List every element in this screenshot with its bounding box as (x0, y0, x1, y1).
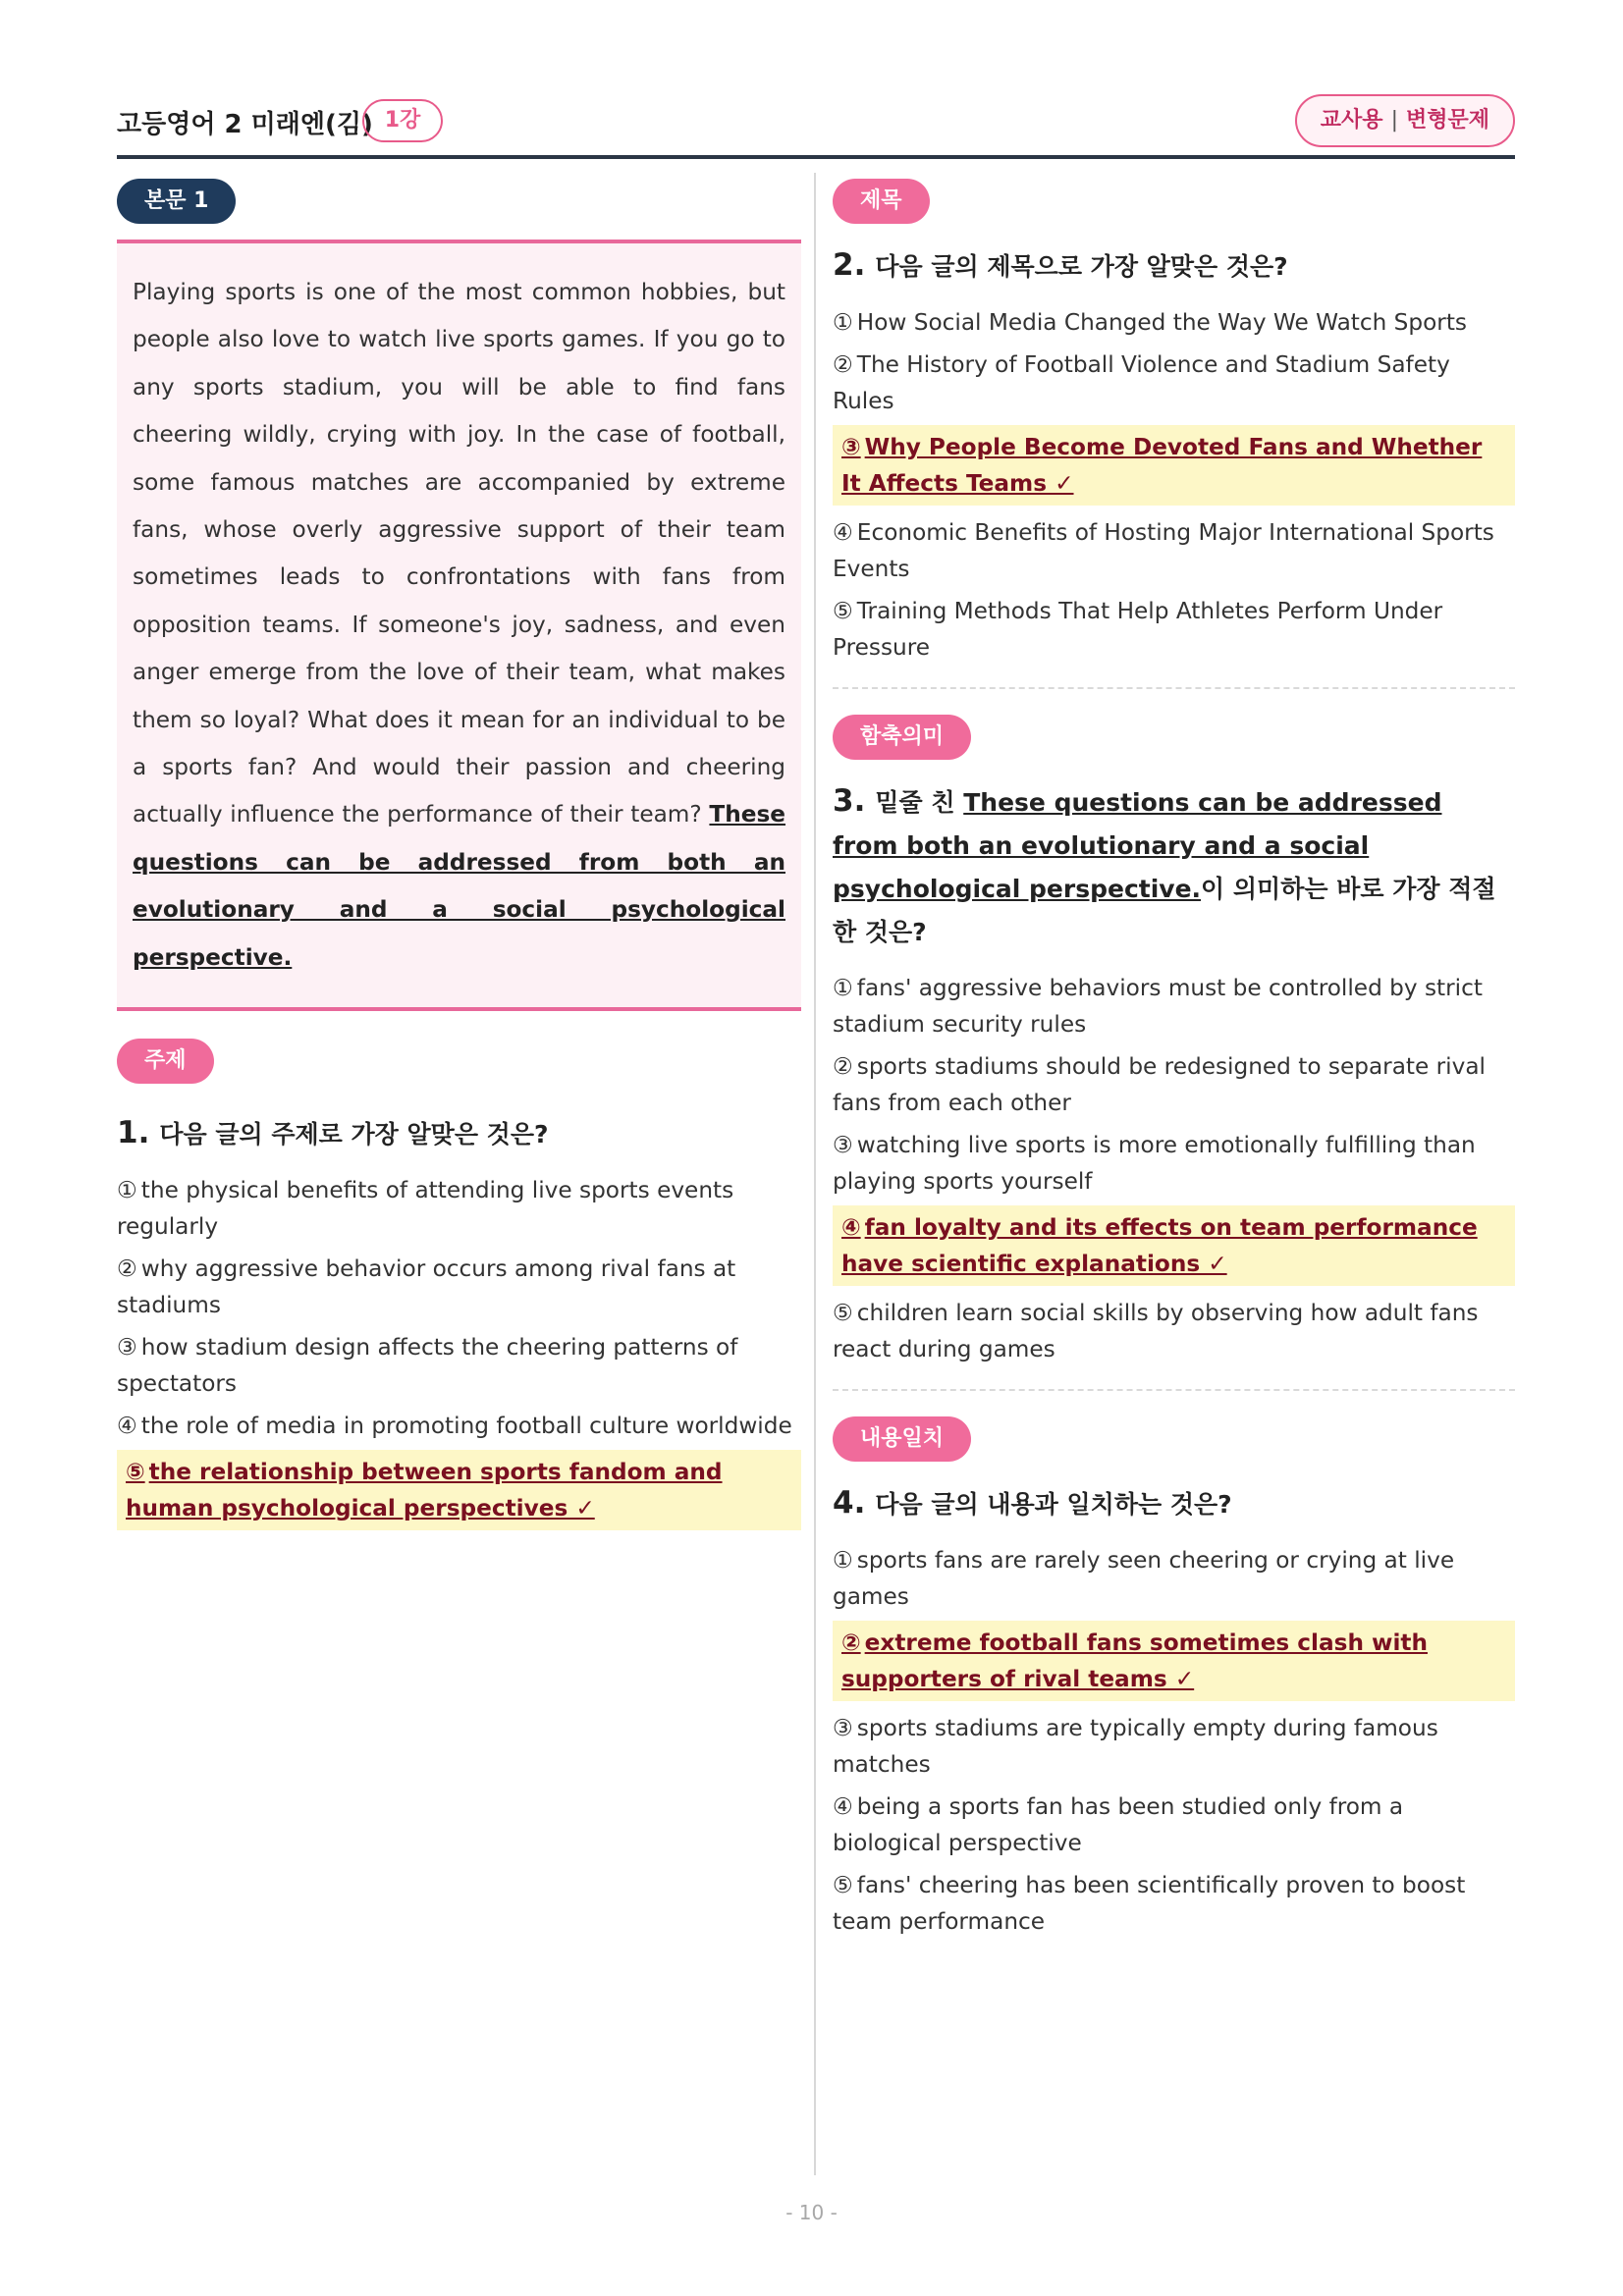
option-text: sports fans are rarely seen cheering or crying at live games (833, 1547, 1455, 1610)
option-text: how stadium design affects the cheering patterns of spectators (117, 1334, 738, 1398)
question-title (833, 1481, 1515, 1526)
question-2 (833, 179, 1515, 666)
option-marker: ⑤ (126, 1459, 145, 1486)
option-item (833, 1048, 1515, 1121)
option-marker: ② (841, 1629, 861, 1656)
question-3 (833, 715, 1515, 1367)
option-text: fan loyalty and its effects on team performance have scientific explanations ✓ (841, 1214, 1478, 1277)
option-text: watching live sports is more emotionally fulfilling than playing sports yourself (833, 1132, 1476, 1195)
option-text: Why People Become Devoted Fans and Whether It Affects Teams ✓ (841, 434, 1483, 497)
option-marker: ② (117, 1255, 137, 1283)
page-header (117, 94, 1515, 163)
option-marker: ③ (841, 434, 861, 460)
passage-body: Playing sports is one of the most common hobbies, but people also love to watch live sports games. If you go to any sports stadium, you will be able to find fans cheering wildly, crying with joy. In the case of football, some famous matches are accompanied by extreme fans, whose overly aggressive support of their team sometimes leads to confrontations with fans from opposition teams. If someone's joy, sadness, and even anger emerge from the love of their team, what makes them so loyal? What does it mean for an individual to be a sports fan? And would their passion and cheering actually influence the performance of their team? (133, 279, 785, 828)
option-text: being a sports fan has been studied only from a biological perspective (833, 1793, 1404, 1856)
edition-badge (1295, 94, 1515, 147)
answer-option (833, 425, 1515, 506)
option-item (833, 347, 1515, 419)
option-item (833, 1867, 1515, 1940)
option-marker: ① (117, 1177, 137, 1204)
option-marker: ③ (117, 1334, 137, 1362)
question-title (117, 1111, 801, 1156)
question-number: 4. (833, 1485, 866, 1521)
option-marker: ⑤ (833, 1872, 853, 1898)
option-marker: ④ (117, 1413, 137, 1440)
option-marker: ④ (833, 519, 853, 546)
option-text: children learn social skills by observing how adult fans react during games (833, 1300, 1479, 1362)
page-number: - 10 - (785, 2201, 838, 2224)
right-column (833, 179, 1515, 1946)
option-text: why aggressive behavior occurs among rival fans at stadiums (117, 1255, 736, 1319)
question-tag: 제목 (833, 179, 930, 224)
option-marker: ① (833, 1547, 853, 1574)
passage-underlined: These questions can be addressed from both an evolutionary and a social psychological perspective. (133, 801, 786, 971)
option-list (833, 970, 1515, 1367)
passage-text (133, 269, 785, 982)
question-prompt: 다음 글의 내용과 일치하는 것은? (875, 1490, 1232, 1519)
option-marker: ② (833, 1053, 853, 1080)
passage-label: 본문 1 (117, 179, 236, 224)
question-prompt: 다음 글의 주제로 가장 알맞은 것은? (159, 1120, 549, 1149)
option-marker: ① (833, 309, 853, 336)
option-text: sports stadiums are typically empty during famous matches (833, 1715, 1438, 1778)
question-1 (117, 1039, 801, 1530)
question-tag: 함축의미 (833, 715, 971, 760)
book-title: 고등영어 2 미래엔(김) (117, 110, 373, 139)
option-list (833, 304, 1515, 666)
option-item (833, 514, 1515, 587)
option-marker: ② (833, 351, 853, 378)
option-item (117, 1172, 801, 1245)
badge-separator: | (1390, 108, 1398, 133)
option-marker: ③ (833, 1132, 853, 1158)
option-item (833, 1295, 1515, 1367)
passage-box (117, 240, 801, 1011)
left-column (117, 179, 801, 1539)
option-marker: ⑤ (833, 598, 853, 624)
option-marker: ④ (841, 1214, 861, 1241)
answer-option (833, 1621, 1515, 1701)
option-marker: ③ (833, 1715, 853, 1741)
option-text: the physical benefits of attending live sports events regularly (117, 1177, 734, 1241)
question-prompt-underlined: These questions can be addressed from both an evolutionary and a social psychological perspective. (833, 788, 1442, 903)
option-text: fans' cheering has been scientifically proven to boost team performance (833, 1872, 1466, 1935)
option-item (833, 970, 1515, 1042)
option-text: fans' aggressive behaviors must be controlled by strict stadium security rules (833, 975, 1483, 1038)
option-item (117, 1329, 801, 1402)
option-item (833, 1710, 1515, 1783)
option-item (833, 593, 1515, 666)
header-rule (117, 155, 1515, 159)
column-divider (814, 173, 816, 2175)
audience-label: 교사용 (1320, 108, 1383, 133)
option-list (117, 1172, 801, 1530)
question-number: 1. (117, 1115, 150, 1151)
option-item (117, 1408, 801, 1444)
question-number: 3. (833, 783, 866, 819)
option-text: The History of Football Violence and Stadium Safety Rules (833, 351, 1450, 414)
answer-option (117, 1450, 801, 1530)
question-tag: 주제 (117, 1039, 214, 1084)
option-list (833, 1542, 1515, 1940)
option-text: How Social Media Changed the Way We Watch Sports (856, 309, 1468, 336)
option-item (833, 1789, 1515, 1861)
option-marker: ⑤ (833, 1300, 853, 1326)
type-label: 변형문제 (1405, 108, 1489, 133)
question-prompt-post: 이 의미하는 바로 가장 적절한 것은? (833, 875, 1496, 946)
section-divider (833, 1389, 1515, 1391)
question-number: 2. (833, 247, 866, 283)
question-prompt-pre: 밑줄 친 (875, 788, 964, 817)
option-text: the role of media in promoting football culture worldwide (140, 1413, 792, 1440)
option-text: sports stadiums should be redesigned to separate rival fans from each other (833, 1053, 1486, 1116)
question-4 (833, 1416, 1515, 1940)
answer-option (833, 1205, 1515, 1286)
lesson-badge: 1강 (362, 99, 443, 142)
question-title (833, 243, 1515, 289)
option-text: Training Methods That Help Athletes Perform Under Pressure (833, 598, 1443, 661)
option-item (833, 304, 1515, 341)
option-text: Economic Benefits of Hosting Major International Sports Events (833, 519, 1494, 582)
section-divider (833, 687, 1515, 689)
question-prompt: 다음 글의 제목으로 가장 알맞은 것은? (875, 252, 1288, 281)
option-item (117, 1251, 801, 1323)
option-item (833, 1542, 1515, 1615)
option-marker: ① (833, 975, 853, 1001)
option-text: extreme football fans sometimes clash with supporters of rival teams ✓ (841, 1629, 1428, 1692)
option-text: the relationship between sports fandom and human psychological perspectives ✓ (126, 1459, 723, 1522)
option-item (833, 1127, 1515, 1200)
question-tag: 내용일치 (833, 1416, 971, 1462)
question-title (833, 779, 1515, 954)
option-marker: ④ (833, 1793, 853, 1820)
